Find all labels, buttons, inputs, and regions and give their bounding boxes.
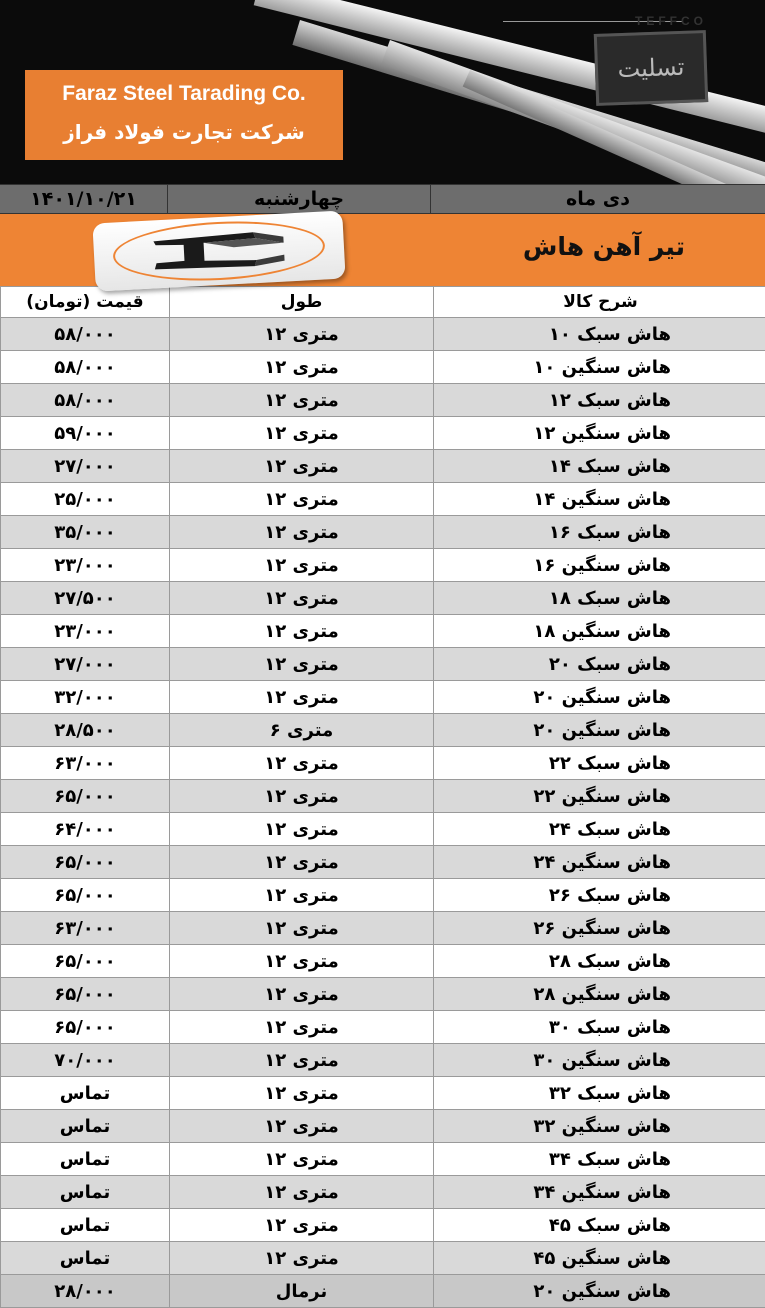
- date-row: [0, 184, 765, 214]
- price-cell: تماس: [1, 1209, 170, 1242]
- length-cell: ۱۲ متری: [170, 681, 434, 714]
- length-cell: ۱۲ متری: [170, 549, 434, 582]
- length-cell: ۱۲ متری: [170, 318, 434, 351]
- h-beam-icon: [143, 228, 295, 274]
- table-row: [1, 351, 765, 384]
- price-cell: ۶۵/۰۰۰: [1, 1011, 170, 1044]
- price-cell: ۶۵/۰۰۰: [1, 846, 170, 879]
- description-cell: هاش سبک ۱۶: [434, 516, 765, 549]
- table-row: [1, 1011, 765, 1044]
- description-cell: هاش سنگین ۲۰: [434, 1275, 765, 1308]
- product-title: تیر آهن هاش: [523, 232, 685, 261]
- length-cell: ۱۲ متری: [170, 450, 434, 483]
- length-cell: ۱۲ متری: [170, 1044, 434, 1077]
- length-cell: ۱۲ متری: [170, 516, 434, 549]
- length-cell: ۱۲ متری: [170, 1242, 434, 1275]
- price-cell: ۳۵/۰۰۰: [1, 516, 170, 549]
- price-cell: ۷۰/۰۰۰: [1, 1044, 170, 1077]
- description-cell: هاش سنگین ۳۰: [434, 1044, 765, 1077]
- description-cell: هاش سنگین ۲۴: [434, 846, 765, 879]
- company-name-fa: شرکت تجارت فولاد فراز: [25, 120, 343, 144]
- table-row: [1, 1242, 765, 1275]
- price-cell: تماس: [1, 1176, 170, 1209]
- condolence-logo: [594, 30, 708, 106]
- price-cell: ۵۸/۰۰۰: [1, 384, 170, 417]
- table-row: [1, 879, 765, 912]
- price-cell: ۲۸/۰۰۰: [1, 1275, 170, 1308]
- table-row: [1, 1044, 765, 1077]
- table-row: [1, 450, 765, 483]
- description-cell: هاش سنگین ۲۰: [434, 681, 765, 714]
- title-banner: [0, 214, 765, 286]
- price-cell: ۵۸/۰۰۰: [1, 351, 170, 384]
- description-cell: هاش سبک ۲۰: [434, 648, 765, 681]
- price-cell: تماس: [1, 1077, 170, 1110]
- table-row: [1, 945, 765, 978]
- price-cell: ۵۸/۰۰۰: [1, 318, 170, 351]
- length-cell: ۱۲ متری: [170, 1143, 434, 1176]
- description-cell: هاش سنگین ۱۰: [434, 351, 765, 384]
- price-cell: ۶۵/۰۰۰: [1, 978, 170, 1011]
- description-cell: هاش سنگین ۲۰: [434, 714, 765, 747]
- description-cell: هاش سبک ۳۲: [434, 1077, 765, 1110]
- price-cell: ۶۵/۰۰۰: [1, 945, 170, 978]
- description-cell: هاش سنگین ۱۲: [434, 417, 765, 450]
- description-cell: هاش سنگین ۲۶: [434, 912, 765, 945]
- length-cell: ۱۲ متری: [170, 384, 434, 417]
- table-body: [1, 318, 765, 1308]
- price-cell: ۳۲/۰۰۰: [1, 681, 170, 714]
- price-cell: ۲۷/۰۰۰: [1, 450, 170, 483]
- description-cell: هاش سنگین ۱۴: [434, 483, 765, 516]
- length-cell: ۶ متری: [170, 714, 434, 747]
- length-cell: ۱۲ متری: [170, 846, 434, 879]
- weekday-value: چهارشنبه: [168, 185, 431, 213]
- length-cell: ۱۲ متری: [170, 978, 434, 1011]
- length-cell: نرمال: [170, 1275, 434, 1308]
- description-cell: هاش سبک ۱۴: [434, 450, 765, 483]
- length-cell: ۱۲ متری: [170, 582, 434, 615]
- length-cell: ۱۲ متری: [170, 945, 434, 978]
- table-row: [1, 978, 765, 1011]
- price-cell: ۶۳/۰۰۰: [1, 912, 170, 945]
- table-row: [1, 1176, 765, 1209]
- price-cell: ۲۳/۰۰۰: [1, 549, 170, 582]
- price-cell: ۶۳/۰۰۰: [1, 747, 170, 780]
- month-value: دی ماه: [431, 185, 765, 213]
- price-cell: تماس: [1, 1242, 170, 1275]
- table-row: [1, 516, 765, 549]
- table-row: [1, 1209, 765, 1242]
- price-cell: ۲۵/۰۰۰: [1, 483, 170, 516]
- column-header-description: شرح کالا: [434, 287, 765, 318]
- price-cell: تماس: [1, 1110, 170, 1143]
- description-cell: هاش سبک ۱۸: [434, 582, 765, 615]
- price-cell: ۶۵/۰۰۰: [1, 780, 170, 813]
- price-cell: ۲۳/۰۰۰: [1, 615, 170, 648]
- company-name-box: [25, 70, 343, 160]
- table-row: [1, 813, 765, 846]
- beam-oval: [112, 216, 327, 285]
- brand-logo: TEFFCO: [635, 14, 707, 28]
- table-row: [1, 549, 765, 582]
- condolence-logo-text: تسلیت: [617, 53, 685, 83]
- description-cell: هاش سنگین ۱۶: [434, 549, 765, 582]
- length-cell: ۱۲ متری: [170, 615, 434, 648]
- length-cell: ۱۲ متری: [170, 912, 434, 945]
- column-header-price: قیمت (تومان): [1, 287, 170, 318]
- table-row: [1, 615, 765, 648]
- price-cell: ۵۹/۰۰۰: [1, 417, 170, 450]
- table-header-row: [1, 287, 765, 318]
- price-cell: ۲۷/۵۰۰: [1, 582, 170, 615]
- table-row: [1, 714, 765, 747]
- price-cell: ۶۵/۰۰۰: [1, 879, 170, 912]
- length-cell: ۱۲ متری: [170, 780, 434, 813]
- price-cell: ۲۷/۰۰۰: [1, 648, 170, 681]
- length-cell: ۱۲ متری: [170, 747, 434, 780]
- price-cell: تماس: [1, 1143, 170, 1176]
- length-cell: ۱۲ متری: [170, 483, 434, 516]
- table-row: [1, 318, 765, 351]
- length-cell: ۱۲ متری: [170, 1110, 434, 1143]
- description-cell: هاش سنگین ۱۸: [434, 615, 765, 648]
- length-cell: ۱۲ متری: [170, 813, 434, 846]
- length-cell: ۱۲ متری: [170, 1176, 434, 1209]
- description-cell: هاش سبک ۲۸: [434, 945, 765, 978]
- header-banner: [0, 0, 765, 184]
- length-cell: ۱۲ متری: [170, 417, 434, 450]
- length-cell: ۱۲ متری: [170, 1077, 434, 1110]
- description-cell: هاش سنگین ۴۵: [434, 1242, 765, 1275]
- description-cell: هاش سبک ۳۴: [434, 1143, 765, 1176]
- description-cell: هاش سبک ۲۲: [434, 747, 765, 780]
- date-value: ۱۴۰۱/۱۰/۲۱: [0, 185, 168, 213]
- table-row: [1, 747, 765, 780]
- company-name-en: Faraz Steel Tarading Co.: [25, 70, 343, 106]
- table-row: [1, 648, 765, 681]
- price-cell: ۲۸/۵۰۰: [1, 714, 170, 747]
- description-cell: هاش سبک ۳۰: [434, 1011, 765, 1044]
- length-cell: ۱۲ متری: [170, 1209, 434, 1242]
- description-cell: هاش سبک ۲۴: [434, 813, 765, 846]
- description-cell: هاش سبک ۱۰: [434, 318, 765, 351]
- description-cell: هاش سنگین ۲۲: [434, 780, 765, 813]
- table-row: [1, 912, 765, 945]
- length-cell: ۱۲ متری: [170, 1011, 434, 1044]
- table-row: [1, 1275, 765, 1308]
- length-cell: ۱۲ متری: [170, 351, 434, 384]
- table-row: [1, 384, 765, 417]
- price-table: [0, 286, 765, 1308]
- length-cell: ۱۲ متری: [170, 648, 434, 681]
- description-cell: هاش سبک ۱۲: [434, 384, 765, 417]
- table-row: [1, 483, 765, 516]
- description-cell: هاش سنگین ۲۸: [434, 978, 765, 1011]
- description-cell: هاش سنگین ۳۴: [434, 1176, 765, 1209]
- length-cell: ۱۲ متری: [170, 879, 434, 912]
- table-row: [1, 1143, 765, 1176]
- table-row: [1, 846, 765, 879]
- table-row: [1, 582, 765, 615]
- description-cell: هاش سنگین ۳۲: [434, 1110, 765, 1143]
- table-row: [1, 417, 765, 450]
- description-cell: هاش سبک ۴۵: [434, 1209, 765, 1242]
- price-cell: ۶۴/۰۰۰: [1, 813, 170, 846]
- description-cell: هاش سبک ۲۶: [434, 879, 765, 912]
- table-row: [1, 780, 765, 813]
- beam-image-badge: [92, 211, 345, 292]
- table-row: [1, 681, 765, 714]
- column-header-length: طول: [170, 287, 434, 318]
- table-row: [1, 1110, 765, 1143]
- table-row: [1, 1077, 765, 1110]
